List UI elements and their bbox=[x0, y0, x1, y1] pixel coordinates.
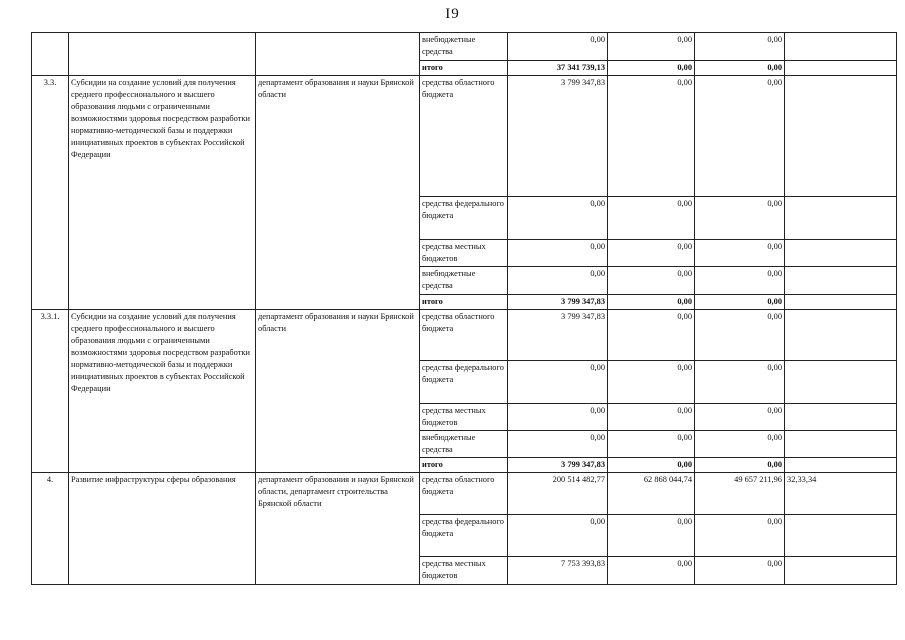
amount-year-3: 0,00 bbox=[695, 295, 785, 310]
amount-year-1: 3 799 347,83 bbox=[508, 295, 608, 310]
amount-year-2: 62 868 044,74 bbox=[608, 473, 695, 515]
item-name bbox=[69, 33, 256, 76]
item-executor bbox=[256, 33, 420, 76]
amount-year-2: 0,00 bbox=[608, 61, 695, 76]
item-executor: департамент образования и науки Брянской области bbox=[256, 310, 420, 473]
table-row bbox=[32, 76, 897, 197]
amount-year-3: 0,00 bbox=[695, 267, 785, 295]
item-name: Субсидии на создание условий для получения среднего профессионального и высшего образования людьми с ограниченными возможностями здоровья посредством разработки нормативно-методической базы и поддержки инициативных проектов в субъектах Российской Федерации bbox=[69, 76, 256, 310]
amount-year-3: 0,00 bbox=[695, 310, 785, 361]
amount-year-2: 0,00 bbox=[608, 295, 695, 310]
amount-year-2: 0,00 bbox=[608, 267, 695, 295]
funding-source: средства федерального бюджета bbox=[420, 515, 508, 557]
funding-source: средства областного бюджета bbox=[420, 473, 508, 515]
funding-source: внебюджетные средства bbox=[420, 33, 508, 61]
amount-year-2: 0,00 bbox=[608, 76, 695, 197]
amount-year-3: 0,00 bbox=[695, 33, 785, 61]
funding-source: средства федерального бюджета bbox=[420, 197, 508, 240]
amount-year-2: 0,00 bbox=[608, 240, 695, 267]
item-number: 3.3. bbox=[32, 76, 69, 310]
table-row bbox=[32, 473, 897, 515]
amount-year-3: 0,00 bbox=[695, 61, 785, 76]
amount-year-1: 3 799 347,83 bbox=[508, 310, 608, 361]
amount-year-1: 0,00 bbox=[508, 431, 608, 458]
indicator-ref bbox=[785, 431, 897, 458]
amount-year-2: 0,00 bbox=[608, 431, 695, 458]
amount-year-3: 0,00 bbox=[695, 361, 785, 404]
table-row bbox=[32, 33, 897, 61]
item-number: 4. bbox=[32, 473, 69, 585]
indicator-ref bbox=[785, 557, 897, 585]
item-name: Развитие инфраструктуры сферы образования bbox=[69, 473, 256, 585]
item-executor: департамент образования и науки Брянской области, департамент строительства Брянской области bbox=[256, 473, 420, 585]
amount-year-3: 0,00 bbox=[695, 240, 785, 267]
funding-source: итого bbox=[420, 295, 508, 310]
amount-year-2: 0,00 bbox=[608, 458, 695, 473]
amount-year-1: 7 753 393,83 bbox=[508, 557, 608, 585]
amount-year-3: 0,00 bbox=[695, 515, 785, 557]
indicator-ref bbox=[785, 515, 897, 557]
funding-source: средства областного бюджета bbox=[420, 76, 508, 197]
amount-year-1: 3 799 347,83 bbox=[508, 458, 608, 473]
amount-year-3: 0,00 bbox=[695, 458, 785, 473]
funding-source: средства местных бюджетов bbox=[420, 240, 508, 267]
indicator-ref bbox=[785, 76, 897, 197]
amount-year-1: 0,00 bbox=[508, 197, 608, 240]
amount-year-1: 200 514 482,77 bbox=[508, 473, 608, 515]
budget-table bbox=[31, 32, 897, 585]
amount-year-3: 0,00 bbox=[695, 76, 785, 197]
indicator-ref bbox=[785, 404, 897, 431]
amount-year-2: 0,00 bbox=[608, 557, 695, 585]
indicator-ref bbox=[785, 361, 897, 404]
amount-year-3: 0,00 bbox=[695, 431, 785, 458]
funding-source: внебюджетные средства bbox=[420, 267, 508, 295]
funding-source: средства областного бюджета bbox=[420, 310, 508, 361]
indicator-ref bbox=[785, 33, 897, 61]
indicator-ref bbox=[785, 197, 897, 240]
amount-year-3: 0,00 bbox=[695, 197, 785, 240]
indicator-ref bbox=[785, 267, 897, 295]
indicator-ref bbox=[785, 295, 897, 310]
amount-year-2: 0,00 bbox=[608, 310, 695, 361]
indicator-ref bbox=[785, 458, 897, 473]
item-number bbox=[32, 33, 69, 76]
funding-source: итого bbox=[420, 61, 508, 76]
amount-year-2: 0,00 bbox=[608, 515, 695, 557]
indicator-ref bbox=[785, 310, 897, 361]
amount-year-1: 0,00 bbox=[508, 33, 608, 61]
item-executor: департамент образования и науки Брянской области bbox=[256, 76, 420, 310]
page-number: I9 bbox=[445, 6, 460, 22]
table-row bbox=[32, 310, 897, 361]
item-number: 3.3.1. bbox=[32, 310, 69, 473]
amount-year-1: 3 799 347,83 bbox=[508, 76, 608, 197]
indicator-ref bbox=[785, 61, 897, 76]
amount-year-1: 0,00 bbox=[508, 404, 608, 431]
indicator-ref bbox=[785, 240, 897, 267]
amount-year-1: 0,00 bbox=[508, 240, 608, 267]
funding-source: внебюджетные средства bbox=[420, 431, 508, 458]
amount-year-2: 0,00 bbox=[608, 33, 695, 61]
amount-year-2: 0,00 bbox=[608, 197, 695, 240]
funding-source: итого bbox=[420, 458, 508, 473]
amount-year-3: 0,00 bbox=[695, 404, 785, 431]
funding-source: средства федерального бюджета bbox=[420, 361, 508, 404]
amount-year-1: 37 341 739,13 bbox=[508, 61, 608, 76]
amount-year-3: 49 657 211,96 bbox=[695, 473, 785, 515]
amount-year-1: 0,00 bbox=[508, 515, 608, 557]
item-name: Субсидии на создание условий для получения среднего профессионального и высшего образования людьми с ограниченными возможностями здоровья посредством разработки нормативно-методической базы и поддержки инициативных проектов в субъектах Российской Федерации bbox=[69, 310, 256, 473]
amount-year-2: 0,00 bbox=[608, 361, 695, 404]
indicator-ref: 32,33,34 bbox=[785, 473, 897, 515]
amount-year-3: 0,00 bbox=[695, 557, 785, 585]
funding-source: средства местных бюджетов bbox=[420, 557, 508, 585]
amount-year-2: 0,00 bbox=[608, 404, 695, 431]
table-body bbox=[32, 33, 897, 585]
amount-year-1: 0,00 bbox=[508, 361, 608, 404]
amount-year-1: 0,00 bbox=[508, 267, 608, 295]
funding-source: средства местных бюджетов bbox=[420, 404, 508, 431]
